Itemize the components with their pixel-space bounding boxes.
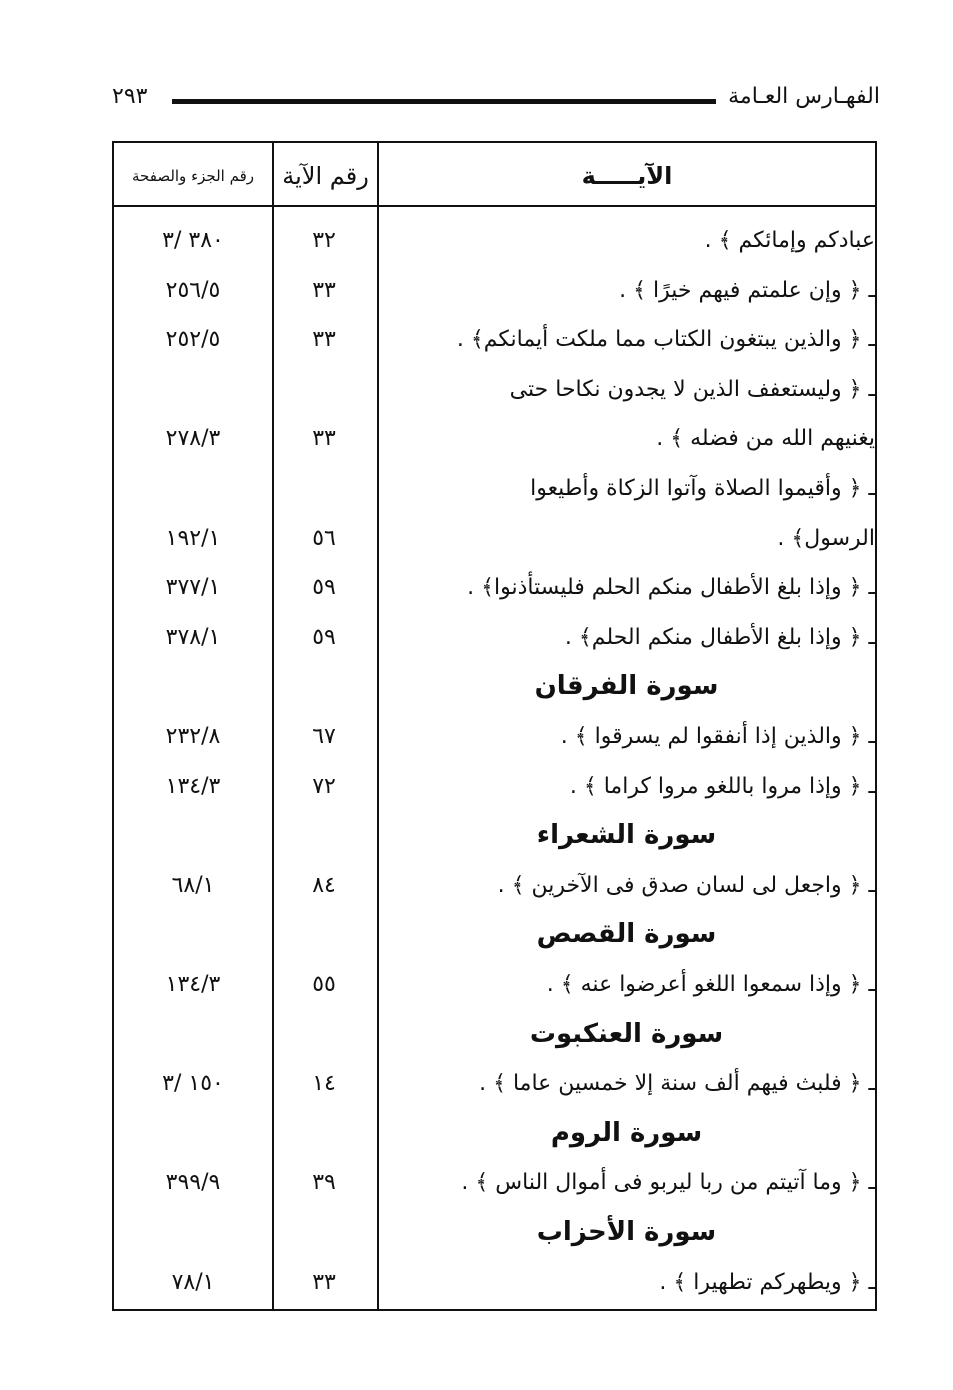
verse-number: ٣٣ [312,425,336,451]
verse-text: ـ ﴿ وإذا بلغ الأطفال منكم الحلم فليستأذنوا﴾ . [467,574,875,600]
volume-page-ref: ٣٧٧/١ [165,574,221,600]
verse-text: ـ ﴿ وما آتيتم من ربا ليربو فى أموال الناس ﴾ . [461,1169,875,1195]
page-header [110,80,880,120]
volume-page-ref: ٦٨/١ [171,872,215,898]
surah-heading: سورة الشعراء [536,820,717,850]
verse-text: يغنيهم الله من فضله ﴾ . [656,425,875,451]
surah-heading: سورة الفرقان [534,671,719,701]
surah-heading: سورة القصص [536,919,717,949]
verse-number: ٥٩ [312,624,336,650]
verse-text: ـ ﴿ واجعل لى لسان صدق فى الآخرين ﴾ . [497,872,875,898]
volume-page-ref: ١٣٤/٣ [165,773,221,799]
verse-number: ٣٩ [312,1169,336,1195]
page-number: ٢٩٣ [112,84,148,109]
verse-number: ٥٦ [312,525,336,551]
volume-page-ref: ٢٧٨/٣ [165,425,221,451]
volume-page-ref: ٧٨/١ [171,1269,215,1295]
verse-number: ٦٧ [312,723,336,749]
volume-page-ref: ١٩٢/١ [165,525,221,551]
verse-text: عبادكم وإمائكم ﴾ . [704,227,875,253]
verse-number: ٣٣ [312,1269,336,1295]
verse-number [273,369,375,409]
verse-text: ـ ﴿ والذين يبتغون الكتاب مما ملكت أيمانكم﴾ . [456,326,875,352]
volume-page-ref [116,468,270,508]
column-header-verse: الآيـــــة [581,162,673,190]
header-title: الفهـارس العـامة [728,84,880,109]
surah-heading: سورة الروم [550,1118,703,1148]
verse-number: ٥٩ [312,574,336,600]
verse-text: ـ ﴿ وأقيموا الصلاة وآتوا الزكاة وأطيعوا [530,475,875,501]
volume-page-ref: ٣٩٩/٩ [165,1169,221,1195]
volume-page-ref: ٢٥٦/٥ [165,277,221,303]
surah-heading: سورة العنكبوت [529,1019,724,1049]
verse-number: ٥٥ [312,971,336,997]
verse-text: ـ ﴿ ويطهركم تطهيرا ﴾ . [659,1269,875,1295]
volume-page-ref: ٣٨٠ /٣ [162,227,224,253]
verse-number: ٣٣ [312,277,336,303]
column-header-verse-number: رقم الآية [282,162,369,190]
verse-text: ـ ﴿ وليستعفف الذين لا يجدون نكاحا حتى [509,376,875,402]
verse-text: الرسول﴾ . [777,525,875,551]
header-rule [172,99,716,104]
verse-number: ٧٢ [312,773,336,799]
header-rule-line [114,205,875,207]
verse-text: ـ ﴿ والذين إذا أنفقوا لم يسرقوا ﴾ . [560,723,875,749]
volume-page-ref: ٢٥٢/٥ [165,326,221,352]
verse-number: ٣٢ [312,227,336,253]
verse-number: ٣٣ [312,326,336,352]
volume-page-ref [116,369,270,409]
verse-number [273,468,375,508]
volume-page-ref: ٢٣٢/٨ [165,723,221,749]
verse-text: ـ ﴿ فلبث فيهم ألف سنة إلا خمسين عاما ﴾ . [479,1070,875,1096]
surah-heading: سورة الأحزاب [536,1217,717,1247]
verse-number: ١٤ [312,1070,336,1096]
volume-page-ref: ١٣٤/٣ [165,971,221,997]
verse-text: ـ ﴿ وإن علمتم فيهم خيرًا ﴾ . [619,277,875,303]
column-header-volume-page: رقم الجزء والصفحة [132,167,254,185]
verse-text: ـ ﴿ وإذا سمعوا اللغو أعرضوا عنه ﴾ . [546,971,875,997]
verse-text: ـ ﴿ وإذا بلغ الأطفال منكم الحلم﴾ . [564,624,875,650]
volume-page-ref: ١٥٠ /٣ [162,1070,224,1096]
verse-text: ـ ﴿ وإذا مروا باللغو مروا كراما ﴾ . [569,773,875,799]
volume-page-ref: ٣٧٨/١ [165,624,221,650]
verse-number: ٨٤ [312,872,336,898]
